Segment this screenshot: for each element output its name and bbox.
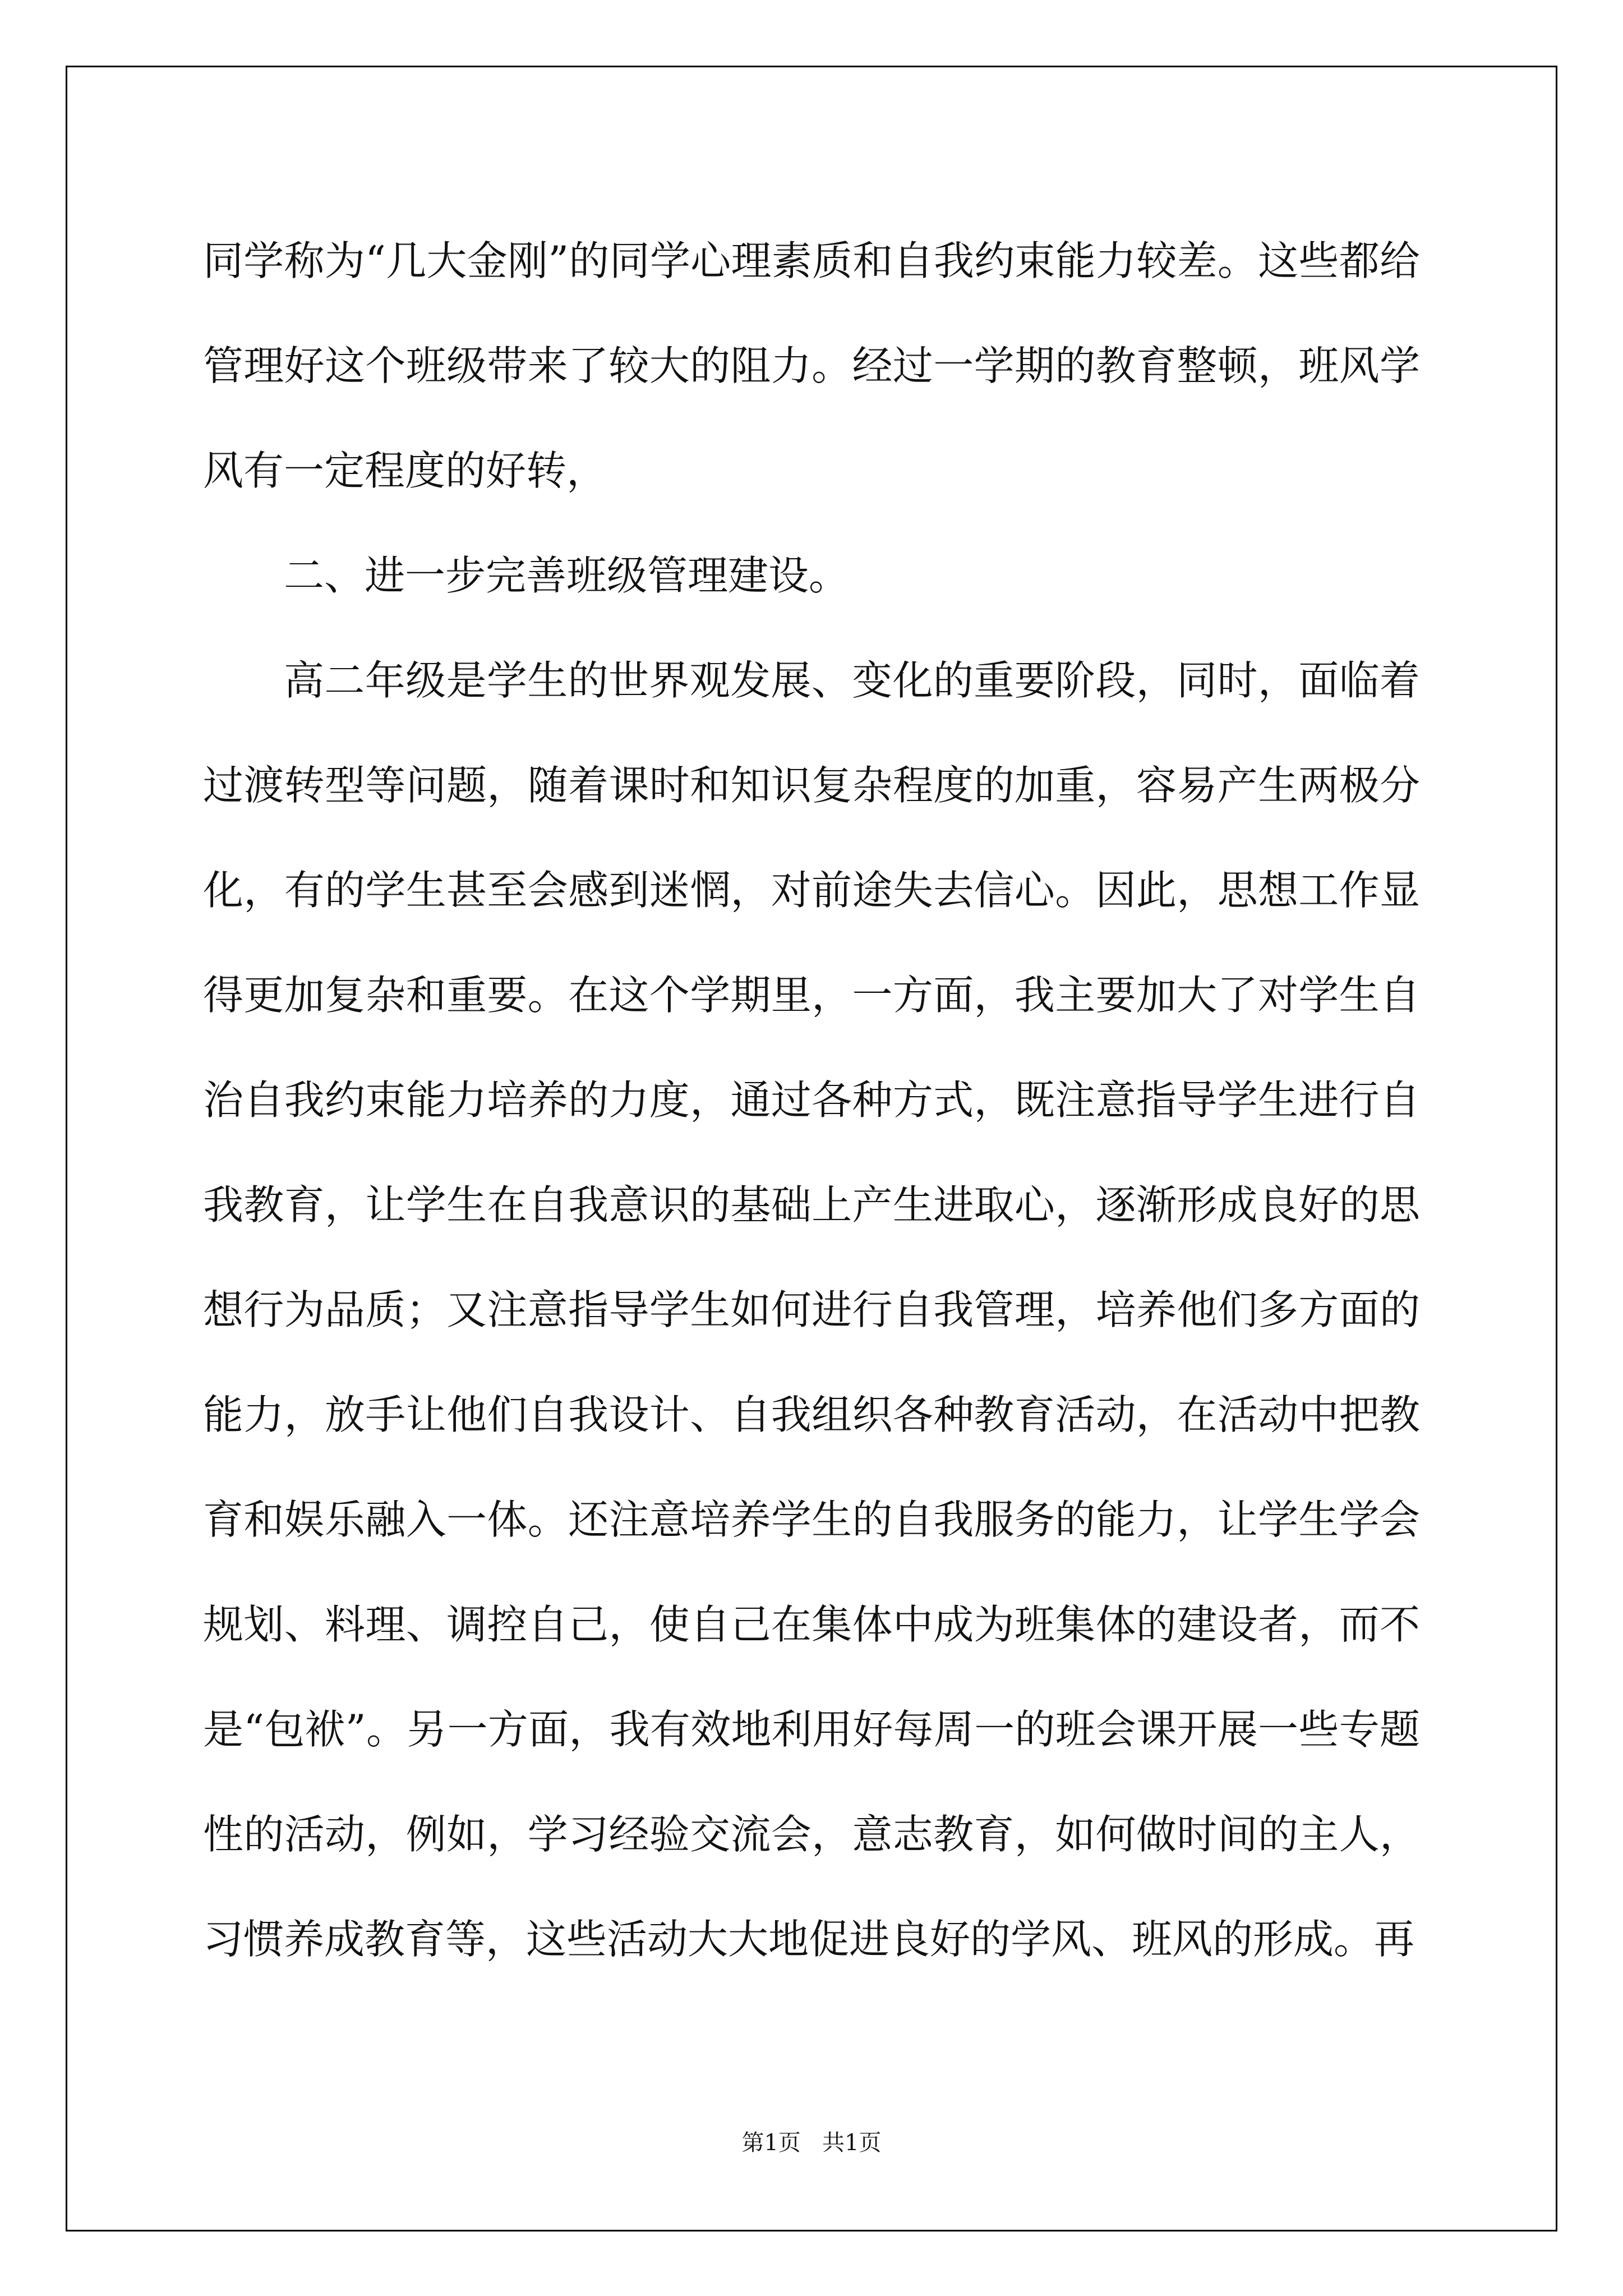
section-heading: 二、进一步完善班级管理建设。: [284, 552, 850, 599]
document-body: [203, 209, 1420, 1992]
paragraph-body: 高二年级是学生的世界观发展、变化的重要阶段，同时，面临着过渡转型等问题，随着课时和知识复杂程度的加重，容易产生两极分化，有的学生甚至会感到迷惘，对前途失去信心。因此，思想工作显得更加复杂和重要。在这个学期里，一方面，我主要加大了对学生自治自我约束能力培养的力度，通过各种方式，既注意指导学生进行自我教育，让学生在自我意识的基础上产生进取心，逐渐形成良好的思想行为品质；又注意指导学生如何进行自我管理，培养他们多方面的能力，放手让他们自我设计、自我组织各种教育活动，在活动中把教育和娱乐融入一体。还注意培养学生的自我服务的能力，让学生学会规划、料理、调控自己，使自己在集体中成为班集体的建设者，而不是“包袱”。另一方面，我有效地利用好每周一的班会课开展一些专题性的活动，例如，学习经验交流会，意志教育，如何做时间的主人，习惯养成教育等，这些活动大大地促进良好的学风、班风的形成。再: [203, 657, 1420, 1963]
page-number: 第1页 共1页: [741, 2130, 882, 2156]
paragraph-continuation: 同学称为“几大金刚”的同学心理素质和自我约束能力较差。这些都给管理好这个班级带来了较大的阻力。经过一学期的教育整顿，班风学风有一定程度的好转，: [203, 237, 1420, 494]
